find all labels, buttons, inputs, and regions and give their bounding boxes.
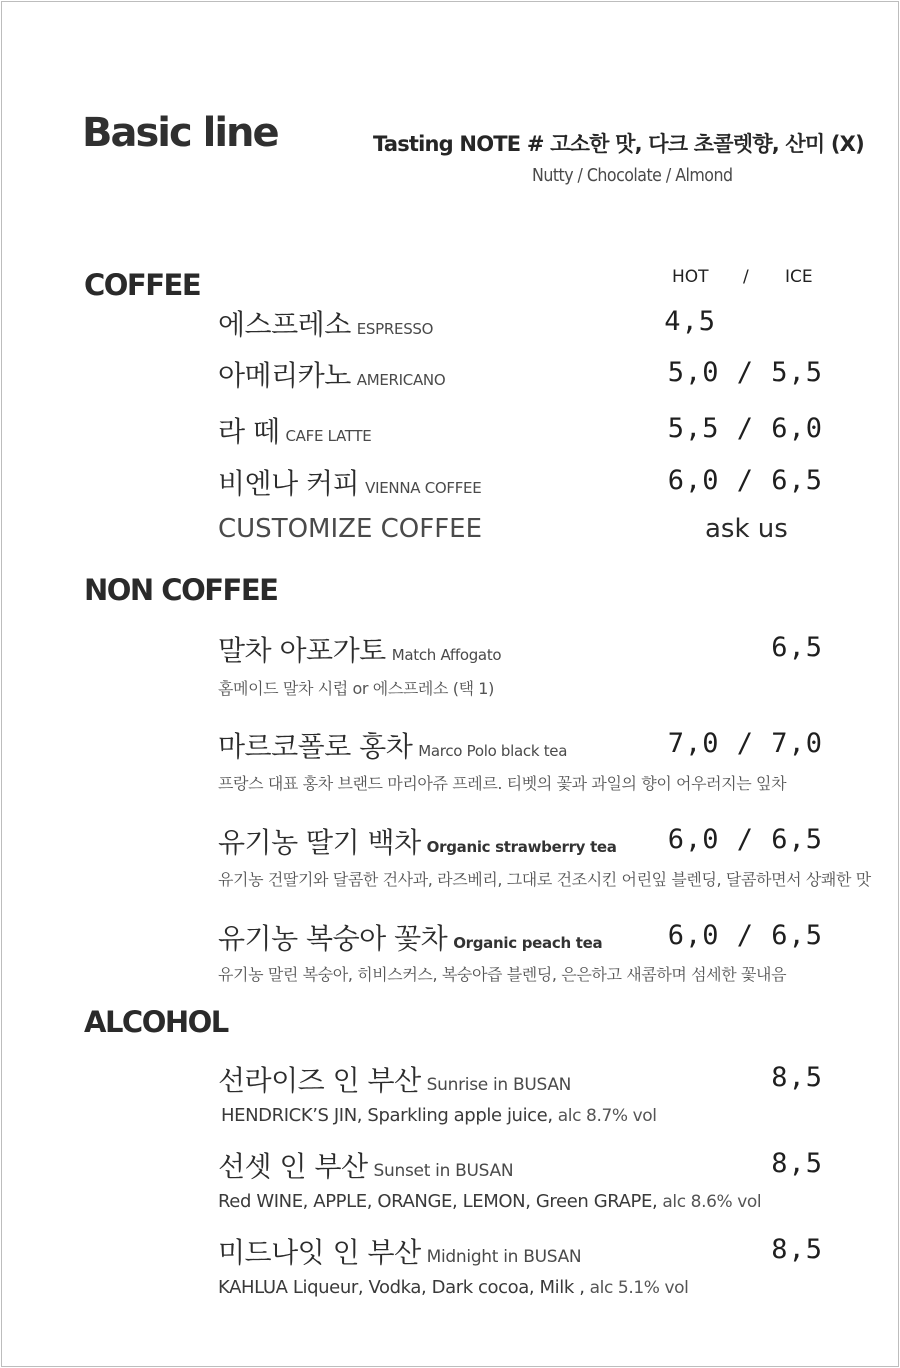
item-price: 5,5 / 6,0 [667, 413, 823, 444]
menu-item-espresso [218, 303, 433, 343]
item-ingredients [218, 1191, 761, 1212]
item-price: 8,5 [771, 1234, 823, 1265]
item-price: 8,5 [771, 1148, 823, 1179]
item-price: 6,0 / 6,5 [667, 824, 823, 855]
item-description: 프랑스 대표 홍차 브랜드 마리아쥬 프레르. 티벳의 꽃과 과일의 향이 어우러지는 잎차 [218, 774, 787, 793]
item-price: 8,5 [771, 1062, 823, 1093]
item-ingredients [218, 1277, 689, 1298]
item-price: 6,0 / 6,5 [667, 920, 823, 951]
item-name-ko: 선셋 인 부산 [218, 1150, 368, 1183]
item-name-ko: 아메리카노 [218, 359, 351, 392]
menu-item-marco-polo [218, 725, 567, 765]
column-header-separator: / [743, 267, 749, 287]
item-price: 7,0 / 7,0 [667, 728, 823, 759]
item-name-ko: 말차 아포가토 [218, 634, 386, 667]
item-name-ko: 미드나잇 인 부산 [218, 1236, 421, 1269]
section-title-non-coffee: NON COFFEE [84, 573, 278, 607]
ingredients-text: HENDRICK’S JIN, Sparkling apple juice, [221, 1105, 553, 1126]
item-name-en: Midnight in BUSAN [426, 1247, 582, 1267]
menu-item-americano [218, 354, 445, 394]
item-price: 6,5 [771, 632, 823, 663]
menu-item-sunrise [218, 1059, 571, 1099]
menu-item-vienna-coffee [218, 462, 481, 502]
column-header-hot: HOT [672, 267, 709, 287]
menu-item-peach-tea [218, 917, 602, 957]
item-price: 6,0 / 6,5 [667, 465, 823, 496]
section-title-coffee: COFFEE [84, 268, 201, 302]
item-name-en: CAFE LATTE [285, 427, 372, 445]
item-price: 4,5 [664, 306, 716, 337]
page-title: Basic line [82, 110, 278, 156]
item-name-en: Sunset in BUSAN [373, 1161, 514, 1181]
item-description: 유기농 말린 복숭아, 히비스커스, 복숭아즙 블렌딩, 은은하고 새콤하며 섬세한 꽃내음 [218, 965, 787, 984]
menu-item-matcha-affogato [218, 629, 501, 669]
item-name-ko: 마르코폴로 홍차 [218, 730, 413, 763]
alcohol-content: alc 8.7% vol [557, 1106, 657, 1126]
item-name-ko: 선라이즈 인 부산 [218, 1064, 421, 1097]
item-price: 5,0 / 5,5 [667, 357, 823, 388]
item-name-ko: 에스프레소 [218, 308, 351, 341]
item-name-en: Marco Polo black tea [418, 742, 568, 760]
item-name-en: AMERICANO [356, 371, 446, 389]
tasting-flavors: Nutty / Chocolate / Almond [532, 165, 733, 186]
ingredients-text: Red WINE, APPLE, ORANGE, LEMON, Green GRAPE, [218, 1191, 658, 1212]
tasting-note: Tasting NOTE # 고소한 맛, 다크 초콜렛향, 산미 (X) [373, 132, 864, 156]
item-name-en: Organic peach tea [453, 934, 603, 952]
item-ingredients [221, 1105, 657, 1126]
alcohol-content: alc 8.6% vol [662, 1192, 762, 1212]
item-description: 홈메이드 말차 시럽 or 에스프레소 (택 1) [218, 679, 494, 698]
item-name-en: ESPRESSO [356, 320, 434, 338]
item-name-en: Organic strawberry tea [426, 838, 617, 856]
menu-item-strawberry-tea [218, 821, 617, 861]
column-header-ice: ICE [785, 267, 813, 287]
menu-item-sunset [218, 1145, 513, 1185]
item-name-ko: 유기농 복숭아 꽃차 [218, 922, 448, 955]
item-name-ko: 비엔나 커피 [218, 467, 360, 500]
menu-item-cafe-latte [218, 410, 371, 450]
item-name-ko: 유기농 딸기 백차 [218, 826, 421, 859]
customize-coffee-label: CUSTOMIZE COFFEE [218, 514, 483, 544]
item-description: 유기농 건딸기와 달콤한 건사과, 라즈베리, 그대로 건조시킨 어린잎 블렌딩, 달콤하면서 상쾌한 맛 [218, 870, 871, 889]
alcohol-content: alc 5.1% vol [589, 1278, 689, 1298]
section-title-alcohol: ALCOHOL [84, 1005, 228, 1039]
customize-coffee-price: ask us [705, 514, 788, 544]
item-name-en: VIENNA COFFEE [365, 479, 482, 497]
menu-item-midnight [218, 1231, 581, 1271]
ingredients-text: KAHLUA Liqueur, Vodka, Dark cocoa, Milk , [218, 1277, 585, 1298]
item-name-en: Match Affogato [391, 646, 502, 664]
item-name-en: Sunrise in BUSAN [426, 1075, 572, 1095]
item-name-ko: 라 떼 [218, 415, 280, 448]
